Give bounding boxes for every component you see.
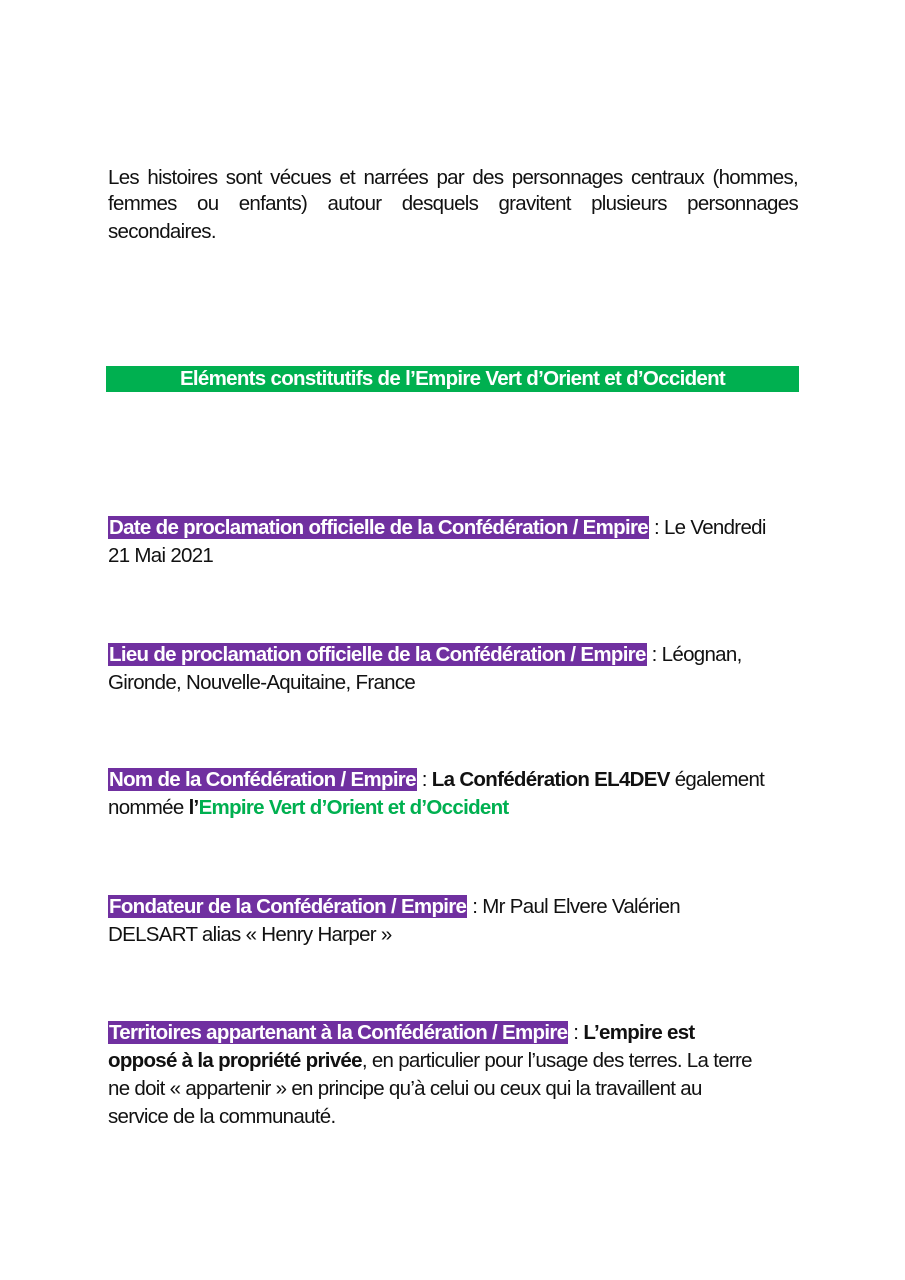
date-line	[108, 514, 798, 542]
empire-name: Empire Vert d’Orient et d’Occident	[198, 796, 509, 819]
separator: :	[568, 1021, 584, 1044]
lieu-line	[108, 641, 798, 669]
territoires-bold: opposé à la propriété privée	[108, 1049, 362, 1072]
date-value-2: 21 Mai 2021	[108, 544, 214, 567]
intro-line: femmes ou enfants) autour desquels gravitent plusieurs personnages	[108, 192, 798, 215]
separator: :	[648, 516, 664, 539]
fondateur-label: Fondateur de la Confédération / Empire	[109, 895, 467, 918]
lieu-value-2: Gironde, Nouvelle-Aquitaine, France	[108, 671, 416, 694]
lieu-label: Lieu de proclamation officielle de la Confédération / Empire	[109, 643, 646, 666]
territoires-text: , en particulier pour l’usage des terres. La terre	[361, 1049, 752, 1072]
nom-line	[108, 766, 798, 794]
fondateur-value-2: DELSART alias « Henry Harper »	[108, 923, 392, 946]
territoires-line-3: ne doit « appartenir » en principe qu’à celui ou ceux qui la travaillent au	[108, 1077, 702, 1100]
territoires-line-4: service de la communauté.	[108, 1105, 336, 1128]
territoires-line-2	[108, 1047, 798, 1075]
separator: :	[467, 895, 483, 918]
separator: :	[646, 643, 662, 666]
nom-label: Nom de la Confédération / Empire	[109, 768, 416, 791]
intro-line: secondaires.	[108, 220, 216, 243]
intro-line: Les histoires sont vécues et narrées par des personnages centraux (hommes,	[108, 166, 798, 189]
nom-text: également	[669, 768, 765, 791]
section-heading: Eléments constitutifs de l’Empire Vert d’Orient et d’Occident	[106, 366, 799, 392]
separator: :	[416, 768, 432, 791]
territoires-value: L’empire est	[583, 1021, 695, 1044]
date-label: Date de proclamation officielle de la Confédération / Empire	[109, 516, 648, 539]
date-value: Le Vendredi	[663, 516, 766, 539]
nom-value: La Confédération EL4DEV	[431, 768, 670, 791]
lieu-value: Léognan,	[661, 643, 742, 666]
fondateur-line	[108, 893, 798, 921]
territoires-line	[108, 1019, 798, 1047]
fondateur-value: Mr Paul Elvere Valérien	[482, 895, 680, 918]
nom-line-2	[108, 794, 798, 822]
territoires-label: Territoires appartenant à la Confédération / Empire	[109, 1021, 568, 1044]
nom-text: nommée	[108, 796, 189, 819]
nom-article: l’	[188, 796, 199, 819]
